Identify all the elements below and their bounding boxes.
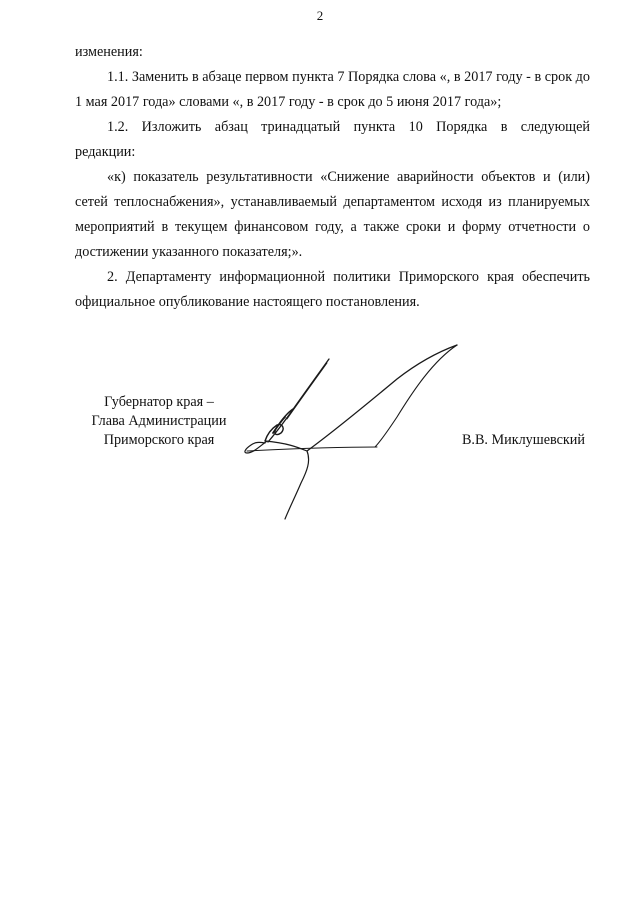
signatory-title-line-2: Глава Администрации <box>91 413 227 429</box>
paragraph-2: 2. Департаменту информационной политики Приморского края обеспечить официальное опубликование настоящего постановления. <box>75 269 590 310</box>
signatory-title-line-3: Приморского края <box>103 432 215 448</box>
page-number: 2 <box>316 8 324 23</box>
signatory-title-line-1: Губернатор края – <box>104 394 214 410</box>
document-body <box>75 40 590 315</box>
handwritten-signature <box>237 343 477 533</box>
paragraph-1-2: 1.2. Изложить абзац тринадцатый пункта 10 Порядка в следующей редакции: <box>75 119 590 160</box>
paragraph-quoted-item-k: «к) показатель результативности «Снижение аварийности объектов и (или) сетей теплоснабжения», устанавливаемый департаментом исходя из планируемых мероприятий в текущем финансовом году, а также сроки и форму отчетности о достижении указанного показателя;». <box>75 169 590 260</box>
paragraph-1-1: 1.1. Заменить в абзаце первом пункта 7 Порядка слова «, в 2017 году - в срок до 1 мая 2017 года» словами «, в 2017 году - в срок до 5 июня 2017 года»; <box>75 69 590 110</box>
signatory-title <box>75 393 243 450</box>
signature-block <box>75 393 590 533</box>
signatory-name: В.В. Миклушевский <box>461 432 585 448</box>
paragraph-continuation: изменения: <box>75 44 143 60</box>
